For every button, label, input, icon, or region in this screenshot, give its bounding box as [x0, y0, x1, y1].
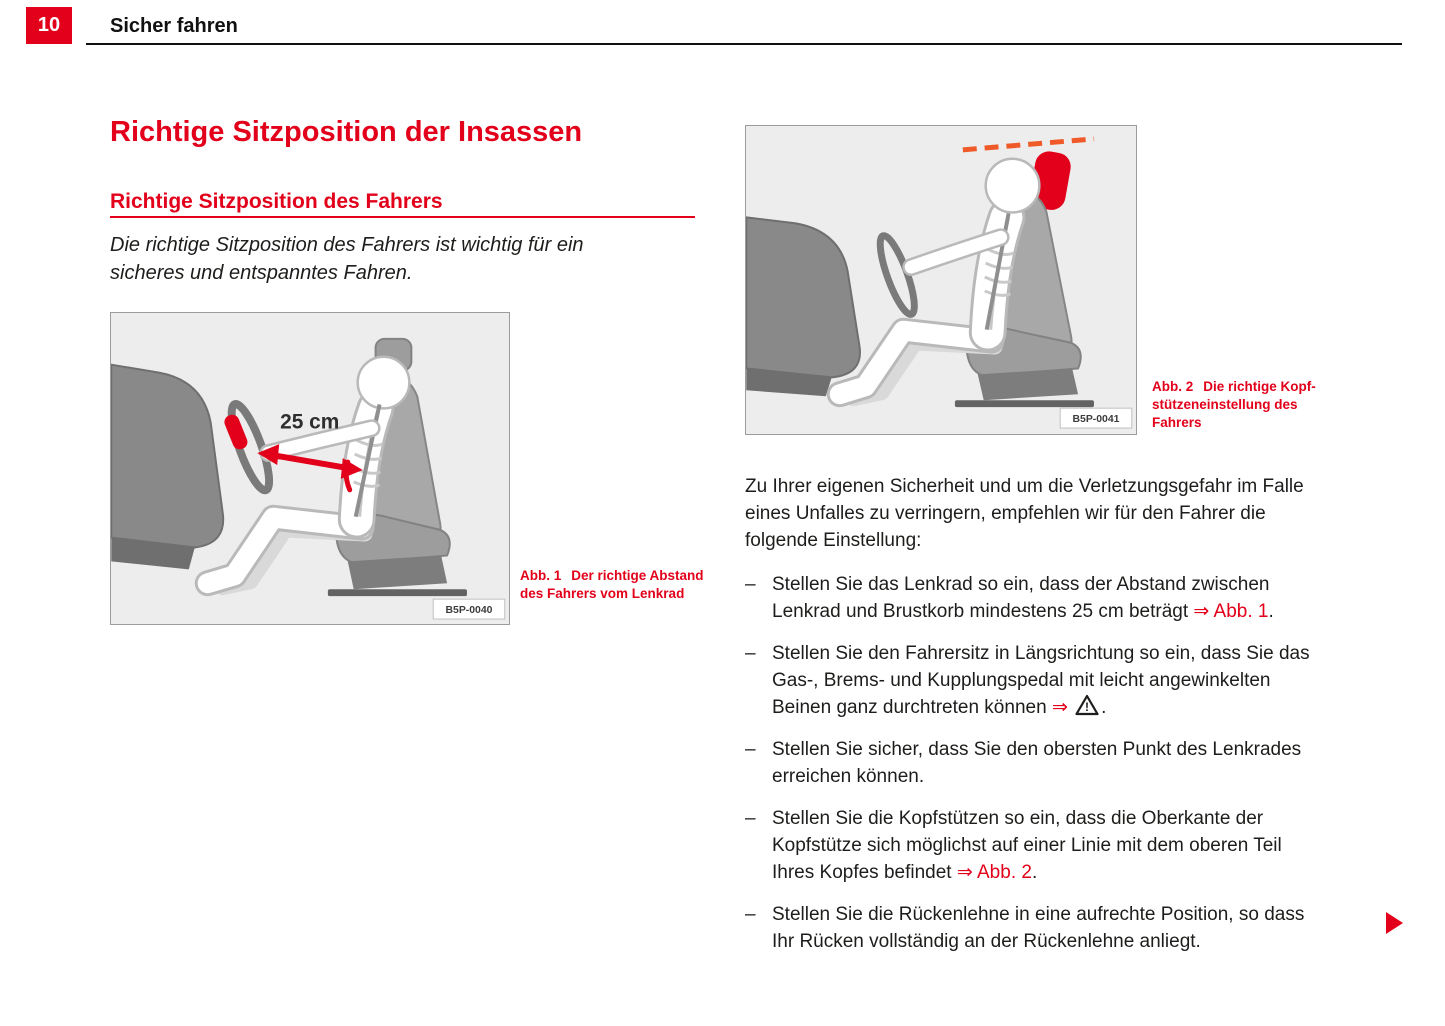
list-bullet: – [745, 643, 756, 664]
figure-1-code: B5P-0040 [445, 605, 493, 617]
cross-reference-abb2: ⇒ Abb. 2 [956, 862, 1032, 883]
warning-triangle-icon [1075, 694, 1099, 716]
figure-2-code-label [1060, 408, 1132, 428]
figure-1-illustration [111, 313, 509, 624]
section-heading-divider [110, 216, 695, 218]
list-bullet: – [745, 574, 756, 595]
figure-2 [745, 125, 1137, 435]
section-title: Sicher fahren [110, 15, 238, 37]
seat-rail [328, 589, 467, 596]
figure-1-caption-label: Abb. 1 [520, 568, 562, 583]
cross-reference-warning: ⇒ [1051, 697, 1068, 718]
list-item [745, 640, 1315, 721]
section-heading: Richtige Sitzposition des Fahrers [110, 190, 443, 213]
list-item-text: Stellen Sie das Lenkrad so ein, dass der Abstand zwischen Lenkrad und Brustkorb mindestens 25 cm beträgt [772, 574, 1270, 622]
header-divider [86, 43, 1402, 45]
list-item-period: . [1101, 697, 1107, 718]
figure-2-caption-text: Die richtige Kopf-stützeneinstellung des Fahrers [1152, 379, 1316, 430]
chapter-heading: Richtige Sitzposition der Insassen [110, 116, 583, 148]
warning-exclamation: ! [1085, 700, 1090, 714]
body-text-column [745, 473, 1335, 970]
figure-1-code-label [433, 599, 505, 619]
page-continuation-arrow-icon [1386, 912, 1403, 934]
safety-paragraph: Zu Ihrer eigenen Sicherheit und um die Verletzungsgefahr im Falle eines Unfalles zu verringern, empfehlen wir für den Fahrer die folgende Einstellung: [745, 476, 1304, 551]
list-bullet: – [745, 904, 756, 925]
list-item [745, 901, 1315, 955]
list-item [745, 571, 1315, 625]
figure-1-caption [520, 567, 720, 603]
figure-2-illustration [746, 126, 1136, 434]
page-number: 10 [37, 14, 61, 36]
list-bullet: – [745, 739, 756, 760]
list-item-period: . [1031, 862, 1038, 883]
list-item-period: . [1268, 601, 1274, 622]
page-number-badge [26, 7, 72, 44]
list-item-text: Stellen Sie die Rückenlehne in eine aufrechte Position, so dass Ihr Rücken vollständig an der Rückenlehne anliegt. [772, 904, 1305, 952]
figure-2-caption [1152, 378, 1332, 432]
figure-1 [110, 312, 510, 625]
intro-text: Die richtige Sitzposition des Fahrers ist wichtig für ein sicheres und entspanntes Fahren. [110, 234, 584, 284]
cross-reference-abb1: ⇒ Abb. 1 [1193, 601, 1269, 622]
list-bullet: – [745, 808, 756, 829]
figure-2-caption-label: Abb. 2 [1152, 379, 1194, 394]
list-item-text: Stellen Sie den Fahrersitz in Längsrichtung so ein, dass Sie das Gas-, Brems- und Kupplungspedal mit leicht angewinkelten Beinen ganz durchtreten können [772, 643, 1310, 718]
distance-annotation: 25 cm [280, 410, 340, 434]
seat-rail [955, 400, 1094, 407]
list-item [745, 805, 1315, 886]
list-item-text: Stellen Sie sicher, dass Sie den obersten Punkt des Lenkrades erreichen können. [772, 739, 1302, 787]
figure-2-code: B5P-0041 [1072, 414, 1120, 426]
list-item [745, 736, 1315, 790]
figure-1-caption-text: Der richtige Abstand des Fahrers vom Lenkrad [520, 568, 704, 601]
list-item-text: Stellen Sie die Kopfstützen so ein, dass die Oberkante der Kopfstütze sich möglichst auf einer Linie mit dem oberen Teil Ihres Kopfes befindet [772, 808, 1282, 883]
